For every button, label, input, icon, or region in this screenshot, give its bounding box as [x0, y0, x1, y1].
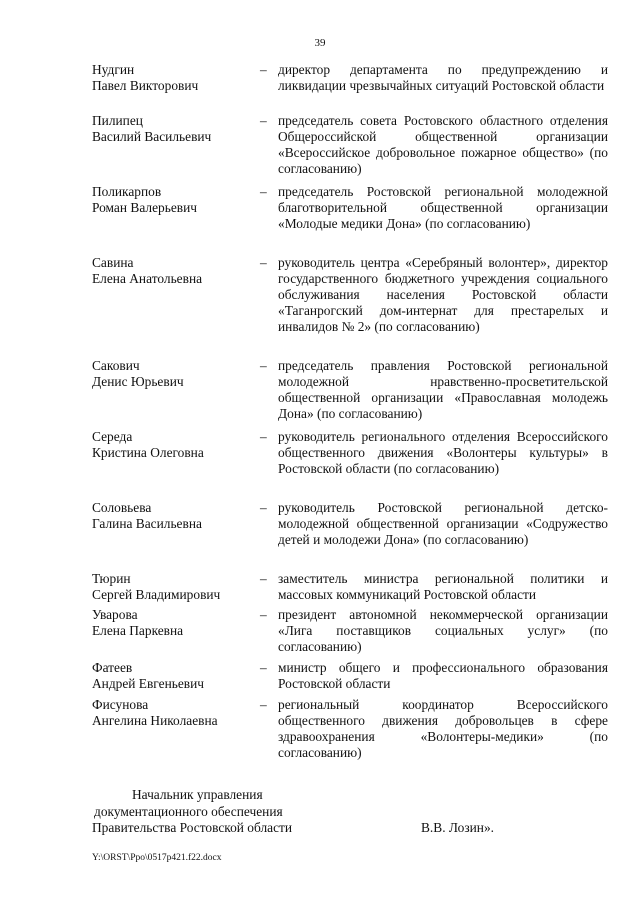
member-entry [92, 571, 612, 607]
dash-separator: – [260, 113, 267, 128]
member-role: директор департамента по предупреждению и ликвидации чрезвычайных ситуаций Ростовской области [278, 62, 608, 93]
signature-title-line3: Правительства Ростовской области [92, 820, 293, 835]
member-name [92, 184, 260, 216]
signature-title-line2: документационного обеспечения [94, 803, 283, 819]
member-role: председатель правления Ростовской региональной молодежной нравственно-просветительской общественной организации «Православная молодежь Дона» (по согласованию) [278, 358, 608, 421]
member-name [92, 571, 260, 603]
dash-separator: – [260, 358, 267, 373]
member-given-names: Сергей Владимирович [92, 587, 221, 602]
member-surname: Поликарпов [92, 184, 162, 199]
dash-separator: – [260, 184, 267, 199]
member-role: руководитель Ростовской региональной детско-молодежной общественной организации «Содружество детей и молодежи Дона» (по согласованию) [278, 500, 608, 547]
member-given-names: Андрей Евгеньевич [92, 676, 205, 691]
file-path-footer: Y:\ORST\Ppo\0517p421.f22.docx [92, 853, 222, 863]
member-name [92, 697, 260, 729]
member-surname: Соловьева [92, 500, 152, 515]
member-given-names: Елена Паркевна [92, 623, 184, 638]
member-given-names: Василий Васильевич [92, 129, 212, 144]
dash-separator: – [260, 500, 267, 515]
member-surname: Пилипец [92, 113, 143, 128]
signature-title-row [92, 820, 494, 837]
member-name [92, 500, 260, 532]
member-given-names: Галина Васильевна [92, 516, 202, 531]
member-entry [92, 500, 612, 571]
member-given-names: Павел Викторович [92, 78, 199, 93]
member-name [92, 660, 260, 692]
members-list [92, 62, 612, 763]
member-surname: Нудгин [92, 62, 135, 77]
member-role: руководитель центра «Серебряный волонтер», директор государственного бюджетного учреждения социального обслуживания населения Ростовской области «Таганрогский дом-интернат для престарелых и инвалидов № 2» (по согласованию) [278, 255, 608, 334]
member-surname: Фатеев [92, 660, 133, 675]
member-given-names: Денис Юрьевич [92, 374, 184, 389]
member-entry [92, 607, 612, 660]
member-role: региональный координатор Всероссийского общественного движения добровольцев в сфере здравоохранения «Волонтеры-медики» (по согласованию) [278, 697, 608, 760]
member-name [92, 113, 260, 145]
dash-separator: – [260, 660, 267, 675]
member-given-names: Ангелина Николаевна [92, 713, 218, 728]
member-name [92, 429, 260, 461]
member-surname: Уварова [92, 607, 138, 622]
member-entry [92, 660, 612, 697]
member-entry [92, 255, 612, 358]
member-entry [92, 62, 612, 113]
member-role: руководитель регионального отделения Всероссийского общественного движения «Волонтеры культуры» в Ростовской области (по согласованию) [278, 429, 608, 476]
dash-separator: – [260, 571, 267, 586]
member-entry [92, 184, 612, 255]
member-role: министр общего и профессионального образования Ростовской области [278, 660, 608, 691]
member-surname: Савина [92, 255, 134, 270]
member-entry [92, 697, 612, 763]
member-role: председатель совета Ростовского областного отделения Общероссийской общественной организации «Всероссийское добровольное пожарное общество» (по согласованию) [278, 113, 608, 176]
member-name [92, 607, 260, 639]
member-given-names: Роман Валерьевич [92, 200, 197, 215]
dash-separator: – [260, 697, 267, 712]
page-number: 39 [314, 37, 326, 49]
member-entry [92, 358, 612, 429]
member-role: председатель Ростовской региональной молодежной благотворительной общественной организации «Молодые медики Дона» (по согласованию) [278, 184, 608, 231]
dash-separator: – [260, 429, 267, 444]
member-entry [92, 113, 612, 184]
member-surname: Фисунова [92, 697, 149, 712]
member-role: президент автономной некоммерческой организации «Лига поставщиков социальных услуг» (по согласованию) [278, 607, 608, 654]
signature-block [92, 787, 612, 837]
member-name [92, 358, 260, 390]
dash-separator: – [260, 62, 267, 77]
member-entry [92, 429, 612, 500]
member-given-names: Кристина Олеговна [92, 445, 204, 460]
signature-name: В.В. Лозин». [420, 820, 494, 835]
dash-separator: – [260, 255, 267, 270]
member-role: заместитель министра региональной политики и массовых коммуникаций Ростовской области [278, 571, 608, 602]
signature-title-line1: Начальник управления [132, 787, 263, 802]
member-surname: Середа [92, 429, 133, 444]
dash-separator: – [260, 607, 267, 622]
member-surname: Тюрин [92, 571, 131, 586]
member-surname: Сакович [92, 358, 140, 373]
member-given-names: Елена Анатольевна [92, 271, 203, 286]
member-name [92, 62, 260, 94]
member-name [92, 255, 260, 287]
